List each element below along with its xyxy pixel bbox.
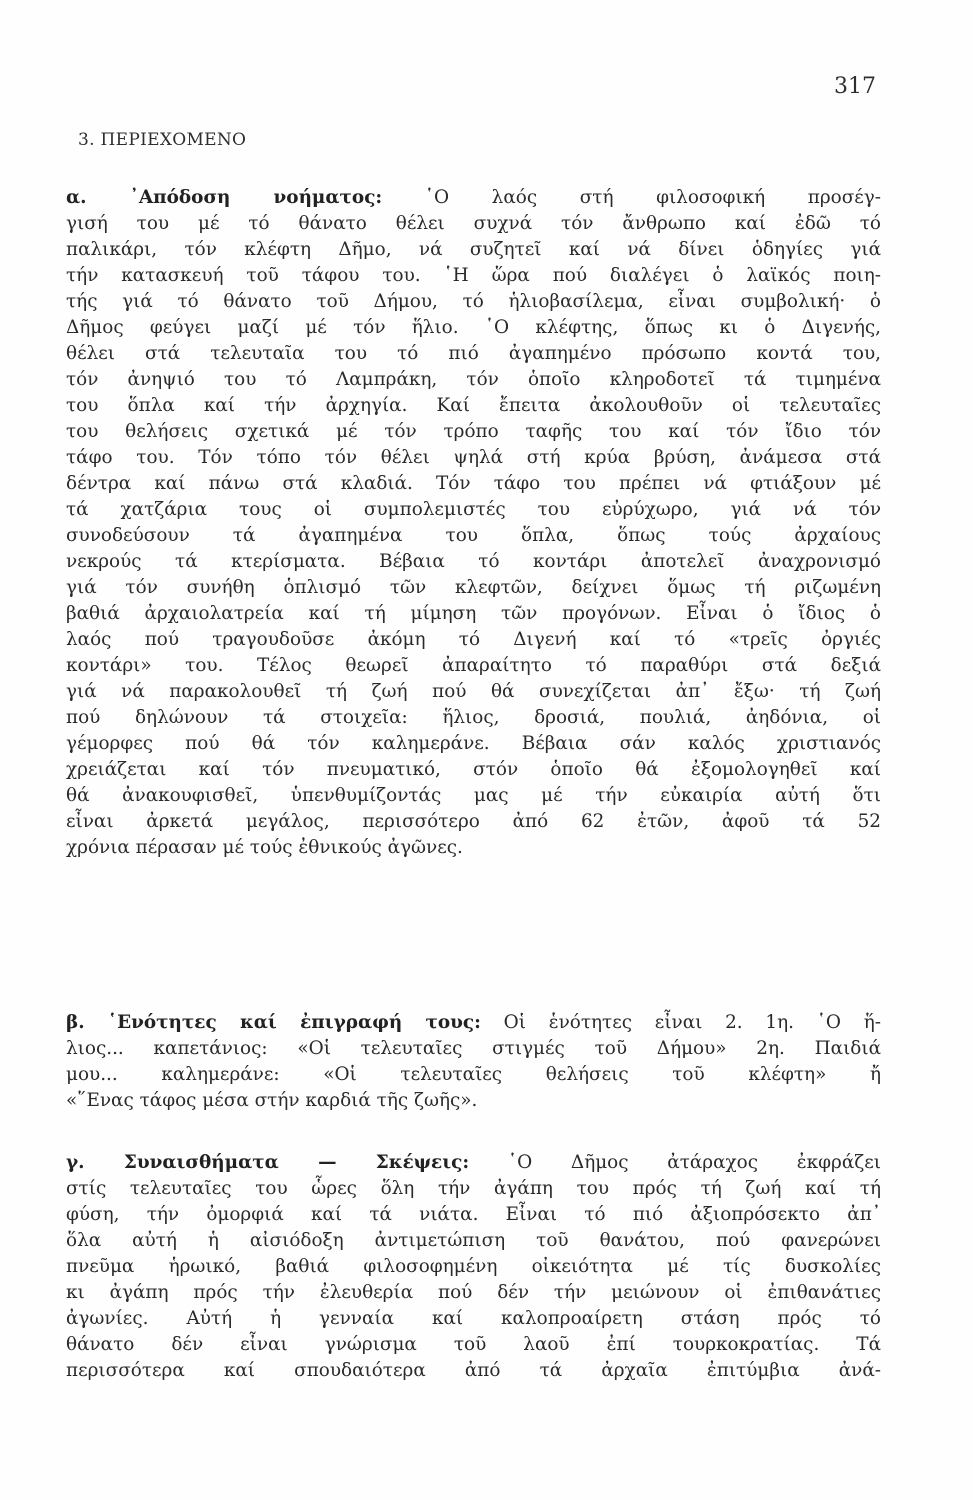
text-line: α. ᾿Απόδοση νοήματος: ῾Ο λαός στή φιλοσοφική προσέγ- [66,187,881,208]
text-line: γιά νά παρακολουθεῖ τή ζωή πού θά συνεχίζεται ἀπ᾿ ἔξω· τή ζωή [66,681,881,702]
text-line: δέντρα καί πάνω στά κλαδιά. Τόν τάφο του πρέπει νά φτιάξουν μέ [66,473,881,494]
text-line: νεκρούς τά κτερίσματα. Βέβαια τό κοντάρι ἀποτελεῖ ἀναχρονισμό [66,551,881,572]
text-line: συνοδεύσουν τά ἀγαπημένα του ὅπλα, ὅπως τούς ἀρχαίους [66,525,881,546]
paragraph-label: β. ῾Ενότητες καί ἐπιγραφή τους: [66,1012,481,1033]
paragraph-label: α. ᾿Απόδοση νοήματος: [66,187,383,208]
text-line: του ὅπλα καί τήν ἀρχηγία. Καί ἔπειτα ἀκολουθοῦν οἱ τελευταῖες [66,395,881,416]
text-line: πού δηλώνουν τά στοιχεῖα: ἥλιος, δροσιά, πουλιά, ἀηδόνια, οἱ [66,707,881,728]
text-line: κοντάρι» του. Τέλος θεωρεῖ ἀπαραίτητο τό παραθύρι στά δεξιά [66,655,881,676]
text-line: φύση, τήν ὀμορφιά καί τά νιάτα. Εἶναι τό πιό ἀξιοπρόσεκτο ἀπ᾿ [66,1204,881,1225]
text-line: βαθιά ἀρχαιολατρεία καί τή μίμηση τῶν προγόνων. Εἶναι ὁ ἴδιος ὁ [66,603,881,624]
text-line: παλικάρι, τόν κλέφτη Δῆμο, νά συζητεῖ καί νά δίνει ὁδηγίες γιά [66,239,881,260]
text-line: θά ἀνακουφισθεῖ, ὑπενθυμίζοντάς μας μέ τήν εὐκαιρία αὐτή ὅτι [66,785,881,806]
text-line: τά χατζάρια τους οἱ συμπολεμιστές του εὐρύχωρο, γιά νά τόν [66,499,881,520]
text-line: τής γιά τό θάνατο τοῦ Δήμου, τό ἡλιοβασίλεμα, εἶναι συμβολική· ὁ [66,291,881,312]
text-line: γ. Συναισθήματα — Σκέψεις: ῾Ο Δῆμος ἀτάραχος ἐκφράζει [66,1152,881,1173]
text-line: λιος... καπετάνιος: «Οἱ τελευταῖες στιγμές τοῦ Δήμου» 2η. Παιδιά [66,1038,881,1059]
text-line: Δῆμος φεύγει μαζί μέ τόν ἥλιο. ῾Ο κλέφτης, ὅπως κι ὁ Διγενής, [66,317,881,338]
text-line: ἀγωνίες. Αὐτή ἡ γενναία καί καλοπροαίρετη στάση πρός τό [66,1308,881,1329]
text-line: περισσότερα καί σπουδαιότερα ἀπό τά ἀρχαῖα ἐπιτύμβια ἀνά- [66,1360,881,1381]
text-line: πνεῦμα ἡρωικό, βαθιά φιλοσοφημένη οἰκειότητα μέ τίς δυσκολίες [66,1256,881,1277]
text-line: «῞Ενας τάφος μέσα στήν καρδιά τῆς ζωῆς». [66,1090,478,1111]
text-line: θέλει στά τελευταῖα του τό πιό ἀγαπημένο πρόσωπο κοντά του, [66,343,881,364]
text-line: κι ἀγάπη πρός τήν ἐλευθερία πού δέν τήν μειώνουν οἱ ἐπιθανάτιες [66,1282,881,1303]
text-line: του θελήσεις σχετικά μέ τόν τρόπο ταφῆς του καί τόν ἴδιο τόν [66,421,881,442]
text-line: μου... καλημεράνε: «Οἱ τελευταῖες θελήσεις τοῦ κλέφτη» ἤ [66,1064,881,1085]
section-heading: 3. ΠΕΡΙΕΧΟΜΕΝΟ [78,130,247,150]
text-line: τήν κατασκευή τοῦ τάφου του. ῾Η ὥρα πού διαλέγει ὁ λαϊκός ποιη- [66,265,881,286]
text-line: στίς τελευταῖες του ὧρες ὅλη τήν ἀγάπη του πρός τή ζωή καί τή [66,1178,881,1199]
text-line: τόν ἀνηψιό του τό Λαμπράκη, τόν ὁποῖο κληροδοτεῖ τά τιμημένα [66,369,881,390]
paragraph-label: γ. Συναισθήματα — Σκέψεις: [66,1152,470,1173]
text-line: ὅλα αὐτή ἡ αἰσιόδοξη ἀντιμετώπιση τοῦ θανάτου, πού φανερώνει [66,1230,881,1251]
text-line: γισή του μέ τό θάνατο θέλει συχνά τόν ἄνθρωπο καί ἐδῶ τό [66,213,881,234]
text-line: χρειάζεται καί τόν πνευματικό, στόν ὁποῖο θά ἐξομολογηθεῖ καί [66,759,881,780]
page-number: 317 [834,74,876,99]
text-line: λαός πού τραγουδοῦσε ἀκόμη τό Διγενή καί τό «τρεῖς ὀργιές [66,629,881,650]
text-line: θάνατο δέν εἶναι γνώρισμα τοῦ λαοῦ ἐπί τουρκοκρατίας. Τά [66,1334,881,1355]
text-line: β. ῾Ενότητες καί ἐπιγραφή τους: Οἱ ἑνότητες εἶναι 2. 1η. ῾Ο ἥ- [66,1012,881,1033]
text-line: εἶναι ἀρκετά μεγάλος, περισσότερο ἀπό 62 ἐτῶν, ἀφοῦ τά 52 [66,811,881,832]
paragraph-meaning [66,185,881,861]
text-line: τάφο του. Τόν τόπο τόν θέλει ψηλά στή κρύα βρύση, ἀνάμεσα στά [66,447,881,468]
text-line: χρόνια πέρασαν μέ τούς ἐθνικούς ἀγῶνες. [66,837,463,858]
text-line: γέμορφες πού θά τόν καλημεράνε. Βέβαια σάν καλός χριστιανός [66,733,881,754]
paragraph-units [66,1010,881,1114]
text-line: γιά τόν συνήθη ὁπλισμό τῶν κλεφτῶν, δείχνει ὅμως τή ριζωμένη [66,577,881,598]
paragraph-feelings [66,1150,881,1384]
